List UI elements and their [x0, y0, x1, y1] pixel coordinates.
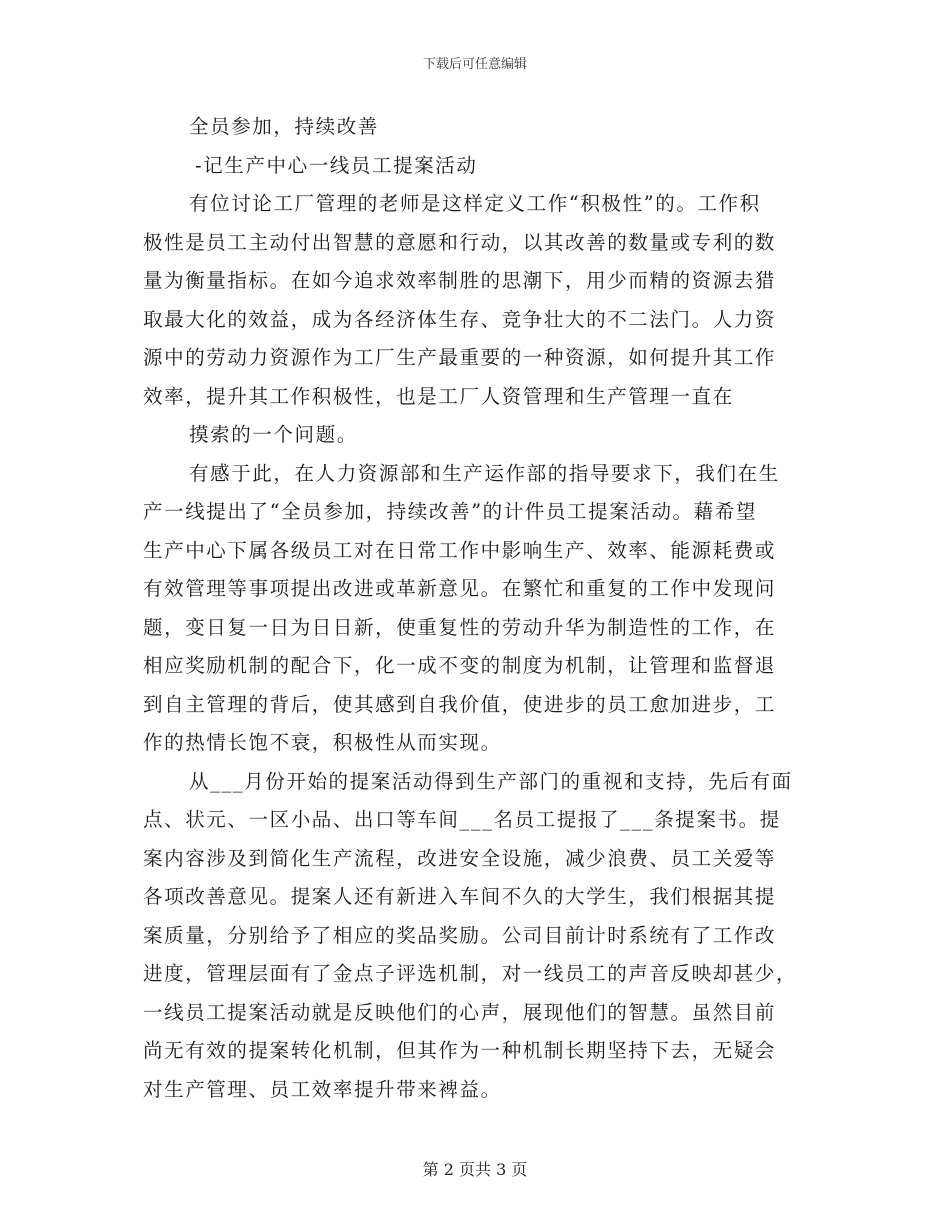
paragraph-line: 相应奖励机制的配合下，化一成不变的制度为机制，让管理和监督退 [143, 654, 777, 677]
paragraph-line: 一线员工提案活动就是反映他们的心声，展现他们的智慧。虽然目前 [143, 1000, 777, 1024]
page-footer: 第 2 页共 3 页 [422, 1160, 528, 1179]
paragraph-line: 各项改善意见。提案人还有新进入车间不久的大学生，我们根据其提 [143, 885, 777, 908]
paragraph-line: 产一线提出了“全员参加，持续改善”的计件员工提案活动。藉希望 [143, 500, 757, 523]
paragraph-line: 有感于此，在人力资源部和生产运作部的指导要求下，我们在生 [189, 461, 780, 485]
paragraph-line: 案质量，分别给予了相应的奖品奖励。公司目前计时系统有了工作改 [143, 923, 777, 947]
document-body [143, 108, 823, 1109]
document-title: 全员参加，持续改善 [189, 115, 379, 138]
paragraph-line: 极性是员工主动付出智慧的意愿和行动，以其改善的数量或专利的数 [143, 230, 777, 254]
paragraph-line: 对生产管理、员工效率提升带来裨益。 [143, 1077, 502, 1101]
paragraph-line: 案内容涉及到简化生产流程，改进安全设施，减少浪费、员工关爱等 [143, 846, 777, 870]
paragraph-line: 源中的劳动力资源作为工厂生产最重要的一种资源，如何提升其工作 [143, 346, 777, 369]
paragraph-line: 取最大化的效益，成为各经济体生存、竞争壮大的不二法门。人力资 [143, 307, 777, 331]
paragraph-line: 题，变日复一日为日日新，使重复性的劳动升华为制造性的工作，在 [143, 615, 777, 639]
paragraph-line: 作的热情长饱不衰，积极性从而实现。 [143, 731, 502, 754]
document-subtitle: -记生产中心一线员工提案活动 [195, 153, 478, 177]
page-header: 下载后可任意编辑 [422, 57, 527, 72]
paragraph-line: 到自主管理的背后，使其感到自我价值，使进步的员工愈加进步，工 [143, 692, 777, 716]
paragraph-line: 效率，提升其工作积极性，也是工厂人资管理和生产管理一直在 [143, 384, 734, 408]
paragraph-line: 从___月份开始的提案活动得到生产部门的重视和支持，先后有面 [189, 769, 793, 793]
paragraph-line: 有效管理等事项提出改进或革新意见。在繁忙和重复的工作中发现问 [143, 577, 777, 600]
paragraph-line: 量为衡量指标。在如今追求效率制胜的思潮下，用少而精的资源去猎 [143, 269, 777, 292]
paragraph-line: 生产中心下属各级员工对在日常工作中影响生产、效率、能源耗费或 [143, 538, 777, 562]
paragraph-line: 摸索的一个问题。 [189, 423, 358, 446]
paragraph-line: 有位讨论工厂管理的老师是这样定义工作“积极性”的。工作积 [189, 192, 761, 215]
paragraph-line: 进度，管理层面有了金点子评选机制，对一线员工的声音反映却甚少， [143, 962, 798, 985]
paragraph-line: 尚无有效的提案转化机制，但其作为一种机制长期坚持下去，无疑会 [143, 1039, 777, 1062]
paragraph-line: 点、状元、一区小品、出口等车间___名员工提报了___条提案书。提 [143, 808, 781, 831]
